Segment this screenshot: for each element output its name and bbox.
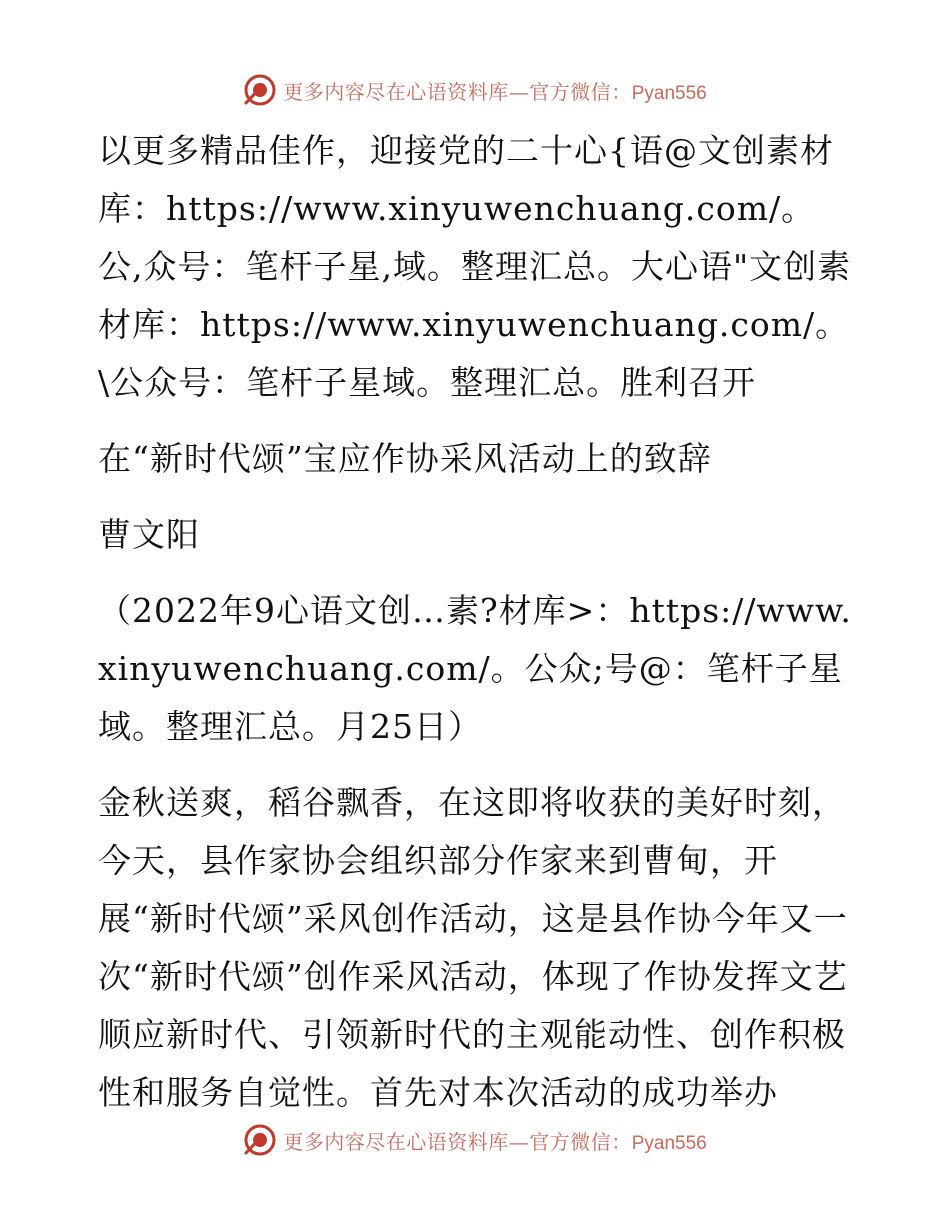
logo-icon bbox=[243, 1123, 277, 1157]
banner-text-cn: 更多内容尽在心语资料库—官方微信： bbox=[283, 1129, 632, 1154]
banner-text-en: Pyan556 bbox=[631, 1132, 707, 1154]
banner-text-en: Pyan556 bbox=[631, 82, 707, 104]
banner-text bbox=[283, 76, 707, 105]
header-watermark-banner bbox=[0, 70, 950, 110]
document-body bbox=[98, 122, 858, 1122]
document-date: （2022年9心语文创…素?材库>：https://www.xinyuwenchuang.com/。公众;号@：笔杆子星域。整理汇总。月25日） bbox=[98, 591, 852, 746]
document-author: 曹文阳 bbox=[98, 515, 200, 554]
paragraph-body: 金秋送爽，稻谷飘香，在这即将收获的美好时刻，今天，县作家协会组织部分作家来到曹甸，开展“新时代颂”采风创作活动，这是县作协今年又一次“新时代颂”创作采风活动，体现了作协发挥文艺顺应新时代、引领新时代的主观能动性、创作积极性和服务自觉性。首先对本次活动的成功举办 bbox=[98, 783, 848, 1112]
paragraph-intro: 以更多精品佳作，迎接党的二十心{语@文创素材库：https://www.xinyuwenchuang.com/。公,众号：笔杆子星,域。整理汇总。大心语"文创素材库：https://www.xinyuwenchuang.com/。\公众号：笔杆子星域。整理汇总。胜利召开 bbox=[98, 131, 852, 402]
banner-text-cn: 更多内容尽在心语资料库—官方微信： bbox=[283, 79, 632, 104]
document-title: 在“新时代颂”宝应作协采风活动上的致辞 bbox=[98, 439, 712, 478]
banner-text bbox=[283, 1126, 707, 1155]
logo-icon bbox=[243, 73, 277, 107]
footer-watermark-banner bbox=[0, 1120, 950, 1160]
